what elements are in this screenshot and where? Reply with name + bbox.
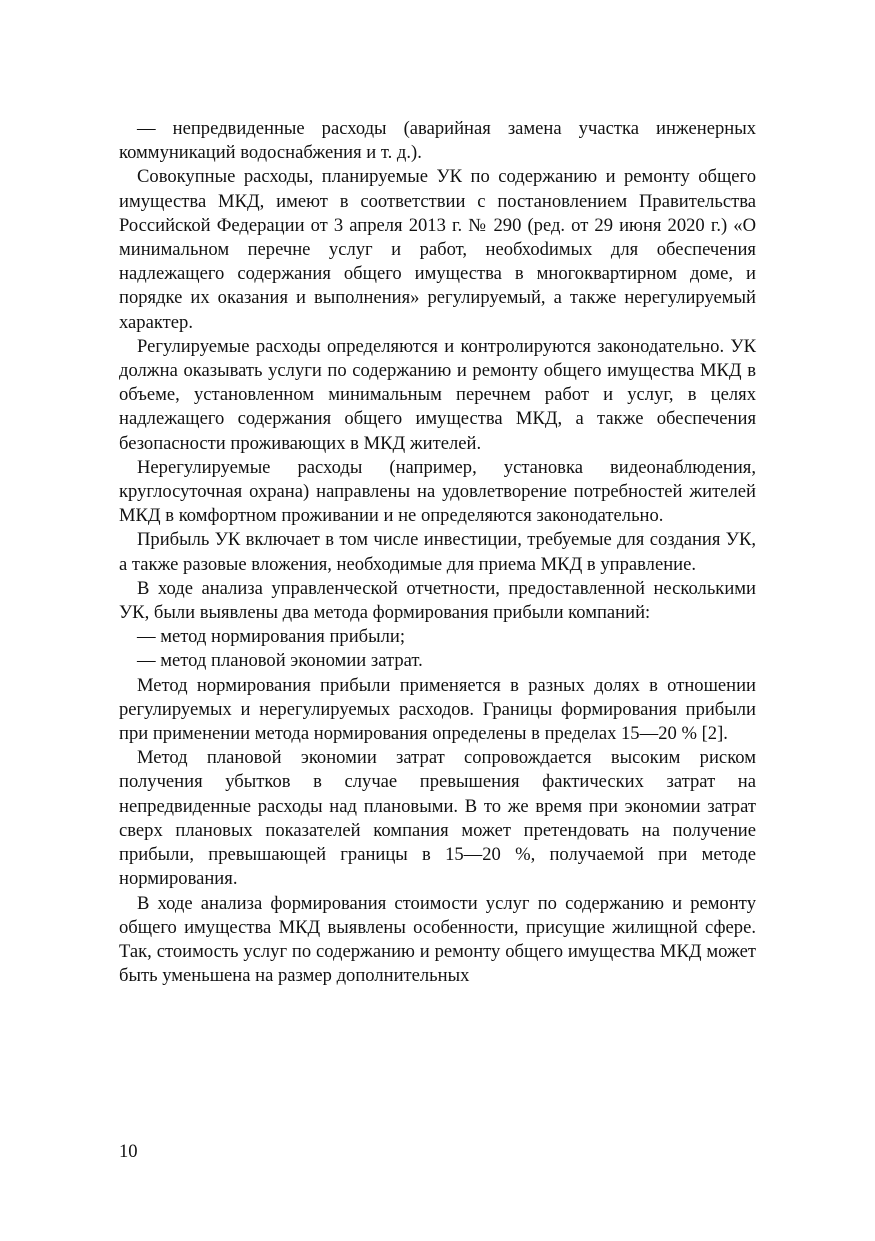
paragraph-cost-formation: В ходе анализа формирования стоимости услуг по содержанию и ремонту общего имущества МКД выявлены особенности, присущие жилищной сфере. Так, стоимость услуг по содержанию и ремонту общего имущества МКД может быть уменьшена на размер дополнительных bbox=[119, 892, 756, 987]
page-number: 10 bbox=[119, 1141, 138, 1162]
paragraph-normalization-method: Метод нормирования прибыли применяется в разных долях в отношении регулируемых и нерегулируемых расходов. Границы формирования прибыли при применении метода нормирования определены в пределах 15—20 % [2]. bbox=[119, 674, 756, 745]
paragraph-savings-method: Метод плановой экономии затрат сопровождается высоким риском получения убытков в случае превышения фактических затрат на непредвиденные расходы над плановыми. В то же время при экономии затрат сверх плановых показателей компания может претендовать на получение прибыли, превышающей границы в 15—20 %, получаемой при методе нормирования. bbox=[119, 747, 756, 890]
paragraph-unforeseen-costs: — непредвиденные расходы (аварийная замена участка инженерных коммуникаций водоснабжения и т. д.). bbox=[119, 118, 756, 164]
list-item-normalization: — метод нормирования прибыли; bbox=[137, 626, 406, 648]
list-item-planned-savings: — метод плановой экономии затрат. bbox=[137, 650, 423, 672]
body-text bbox=[119, 117, 756, 988]
paragraph-analysis-methods: В ходе анализа управленческой отчетности, предоставленной несколькими УК, были выявлены два метода формирования прибыли компаний: bbox=[119, 577, 756, 624]
paragraph-regulated-costs: Регулируемые расходы определяются и контролируются законодательно. УК должна оказывать услуги по содержанию и ремонту общего имущества МКД в объеме, установленном минимальным перечнем работ и услуг, в целях надлежащего содержания общего имущества МКД, а также обеспечения безопасности проживающих в МКД жителей. bbox=[119, 335, 756, 454]
paragraph-total-costs: Совокупные расходы, планируемые УК по содержанию и ремонту общего имущества МКД, имеют в соответствии с постановлением Правительства Российской Федерации от 3 апреля 2013 г. № 290 (ред. от 29 июня 2020 г.) «О минимальном перечне услуг и работ, необхоdимых для обеспечения надлежащего содержания общего имущества в многоквартирном доме, и порядке их оказания и выполнения» регулируемый, а также нерегулируемый характер. bbox=[119, 166, 756, 333]
paragraph-unregulated-costs: Нерегулируемые расходы (например, установка видеонаблюдения, круглосуточная охрана) направлены на удовлетворение потребностей жителей МКД в комфортном проживании и не определяются законодательно. bbox=[119, 456, 756, 527]
paragraph-profit: Прибыль УК включает в том числе инвестиции, требуемые для создания УК, а также разовые вложения, необходимые для приема МКД в управление. bbox=[119, 529, 756, 575]
